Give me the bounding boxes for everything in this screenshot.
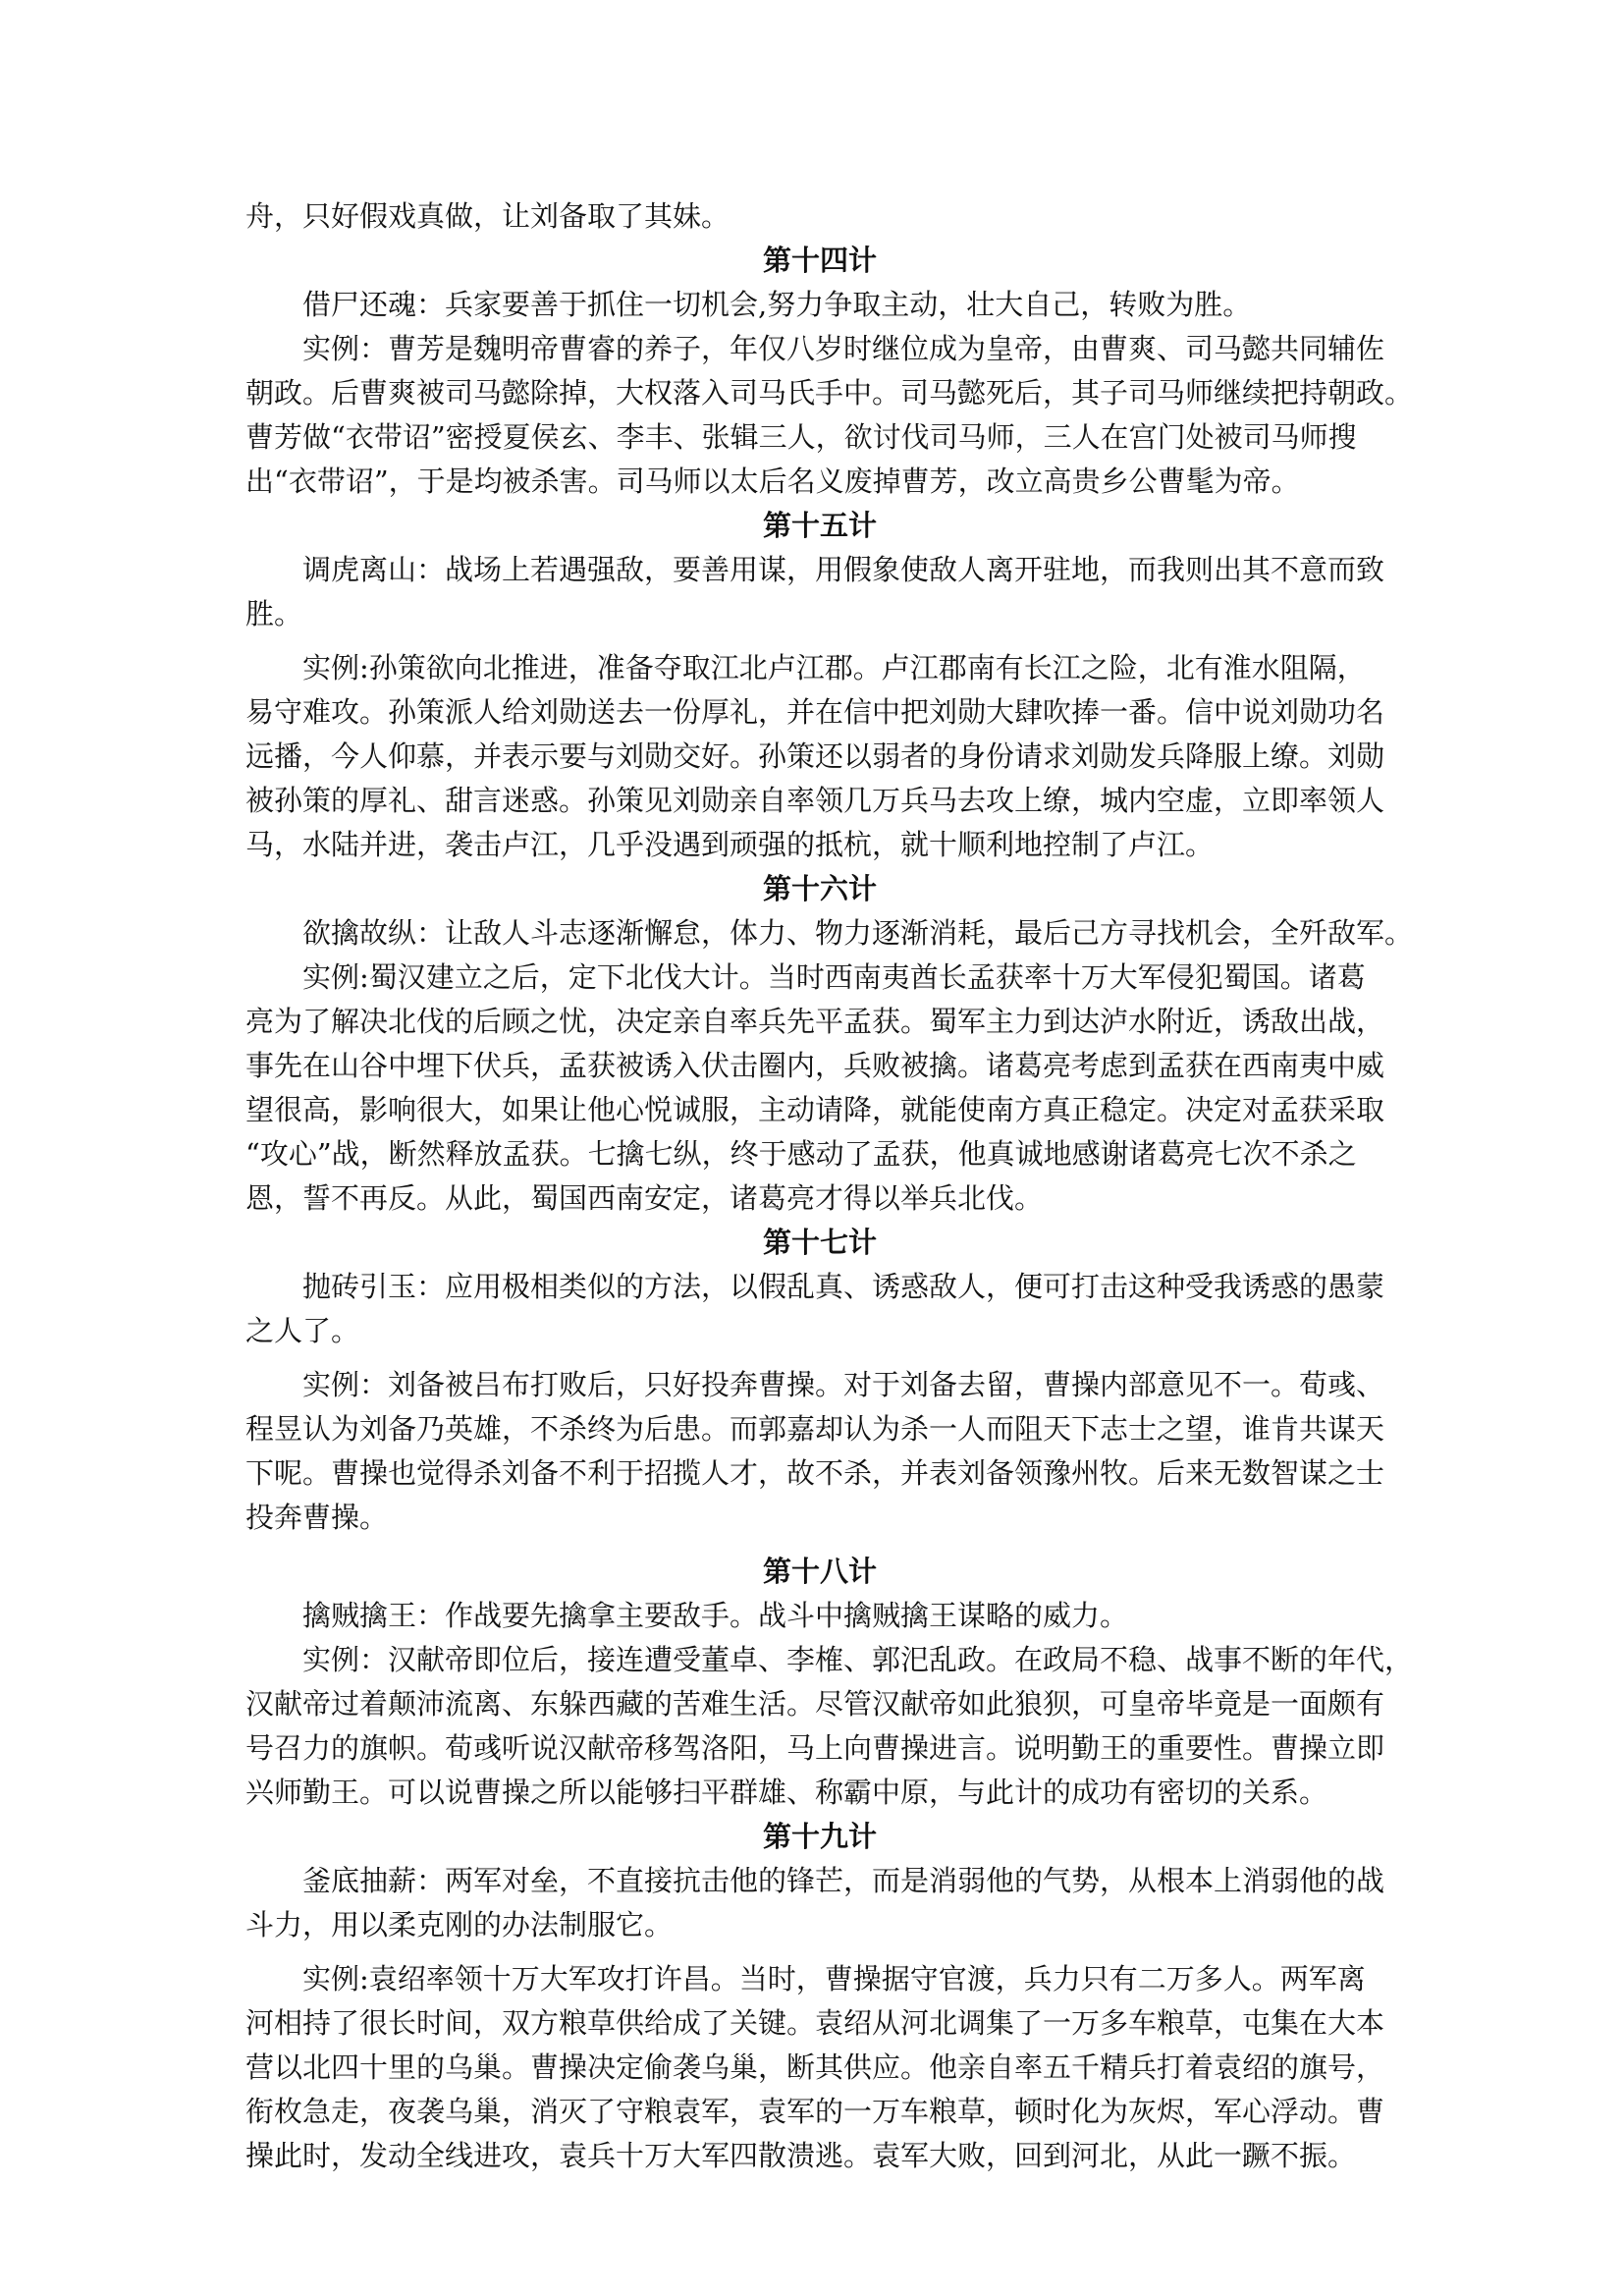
body-line: 朝政。后曹爽被司马懿除掉，大权落入司马氏手中。司马懿死后，其子司马师继续把持朝政。 [245,376,1414,410]
body-line: 汉献帝过着颠沛流离、东躲西藏的苦难生活。尽管汉献帝如此狼狈，可皇帝毕竟是一面颇有 [245,1687,1385,1721]
body-line: 下呢。曹操也觉得杀刘备不利于招揽人才，故不杀，并表刘备领豫州牧。后来无数智谋之士 [245,1456,1385,1490]
body-line: 操此时，发动全线进攻，袁兵十万大军四散溃逃。袁军大败，回到河北，从此一蹶不振。 [245,2139,1357,2172]
example-line: 实例:袁绍率领十万大军攻打许昌。当时，曹操据守官渡，兵力只有二万多人。两军离 [302,1962,1366,1995]
example-line: 实例：刘备被吕布打败后，只好投奔曹操。对于刘备去留，曹操内部意见不一。荀彧、 [302,1368,1385,1401]
body-line: 被孙策的厚礼、甜言迷惑。孙策见刘勋亲自率领几万兵马去攻上缭，城内空虚，立即率领人 [245,784,1385,817]
document-page [245,194,1414,2178]
strategy-definition: 抛砖引玉：应用极相类似的方法，以假乱真、诱惑敌人，便可打击这种受我诱惑的愚蒙 [302,1270,1385,1303]
body-line: 程昱认为刘备乃英雄，不杀终为后患。而郭嘉却认为杀一人而阻天下志士之望，谁肯共谋天 [245,1412,1385,1446]
body-line: 望很高，影响很大，如果让他心悦诚服，主动请降，就能使南方真正稳定。决定对孟获采取 [245,1093,1385,1126]
body-line: 易守难攻。孙策派人给刘勋送去一份厚礼，并在信中把刘勋大肆吹捧一番。信中说刘勋功名 [245,695,1385,729]
body-line: 曹芳做“衣带诏”密授夏侯玄、李丰、张辑三人，欲讨伐司马师，三人在宫门处被司马师搜 [245,420,1357,454]
body-line: 出“衣带诏”，于是均被杀害。司马师以太后名义废掉曹芳，改立高贵乡公曹髦为帝。 [245,465,1300,498]
strategy-definition: 釜底抽薪：两军对垒，不直接抗击他的锋芒，而是消弱他的气势，从根本上消弱他的战 [302,1864,1385,1897]
strategy-definition: 擒贼擒王：作战要先擒拿主要敌手。战斗中擒贼擒王谋略的威力。 [302,1599,1129,1632]
section-heading-14: 第十四计 [762,244,877,277]
body-line: “攻心”战，断然释放孟获。七擒七纵，终于感动了孟获，他真诚地感谢诸葛亮七次不杀之 [245,1137,1357,1171]
body-line: 兴师勤王。可以说曹操之所以能够扫平群雄、称霸中原，与此计的成功有密切的关系。 [245,1776,1328,1809]
example-line: 实例:孙策欲向北推进，准备夺取江北卢江郡。卢江郡南有长江之险，北有淮水阻隔， [302,651,1366,684]
body-line: 马，水陆并进，袭击卢江，几乎没遇到顽强的抵杭，就十顺利地控制了卢江。 [245,828,1215,861]
body-line: 之人了。 [245,1314,360,1347]
body-line: 舟，只好假戏真做，让刘备取了其妹。 [245,199,730,233]
section-heading-18: 第十八计 [762,1555,877,1588]
body-line: 胜。 [245,597,303,630]
body-line: 亮为了解决北伐的后顾之忧，决定亲自率兵先平孟获。蜀军主力到达泸水附近，诱敌出战， [245,1005,1385,1038]
body-line: 恩，誓不再反。从此，蜀国西南安定，诸葛亮才得以举兵北伐。 [245,1181,1044,1215]
body-line: 事先在山谷中埋下伏兵，孟获被诱入伏击圈内，兵败被擒。诸葛亮考虑到孟获在西南夷中威 [245,1049,1385,1082]
example-line: 实例：曹芳是魏明帝曹睿的养子，年仅八岁时继位成为皇帝，由曹爽、司马懿共同辅佐 [302,332,1385,365]
strategy-definition: 调虎离山：战场上若遇强敌，要善用谋，用假象使敌人离开驻地，而我则出其不意而致 [302,553,1385,586]
section-heading-15: 第十五计 [762,509,877,542]
body-line: 河相持了很长时间，双方粮草供给成了关键。袁绍从河北调集了一万多车粮草，屯集在大本 [245,2006,1385,2040]
body-line: 衔枚急走，夜袭乌巢，消灭了守粮袁军，袁军的一万车粮草，顿时化为灰烬，军心浮动。曹 [245,2095,1385,2128]
strategy-definition: 欲擒故纵：让敌人斗志逐渐懈怠，体力、物力逐渐消耗，最后己方寻找机会，全歼敌军。 [302,916,1414,950]
body-line: 远播，今人仰慕，并表示要与刘勋交好。孙策还以弱者的身份请求刘勋发兵降服上缭。刘勋 [245,739,1385,773]
section-heading-19: 第十九计 [762,1820,877,1853]
body-line: 号召力的旗帜。荀彧听说汉献帝移驾洛阳，马上向曹操进言。说明勤王的重要性。曹操立即 [245,1731,1385,1765]
example-line: 实例:蜀汉建立之后，定下北伐大计。当时西南夷酋长孟获率十万大军侵犯蜀国。诸葛 [302,960,1366,994]
example-line: 实例：汉献帝即位后，接连遭受董卓、李榷、郭汜乱政。在政局不稳、战事不断的年代， [302,1643,1414,1676]
body-line: 营以北四十里的乌巢。曹操决定偷袭乌巢，断其供应。他亲自率五千精兵打着袁绍的旗号， [245,2050,1385,2084]
body-line: 斗力，用以柔克刚的办法制服它。 [245,1908,674,1941]
strategy-definition: 借尸还魂：兵家要善于抓住一切机会,努力争取主动，壮大自己，转败为胜。 [302,288,1252,321]
section-heading-16: 第十六计 [762,872,877,905]
body-line: 投奔曹操。 [245,1501,389,1534]
section-heading-17: 第十七计 [762,1226,877,1259]
